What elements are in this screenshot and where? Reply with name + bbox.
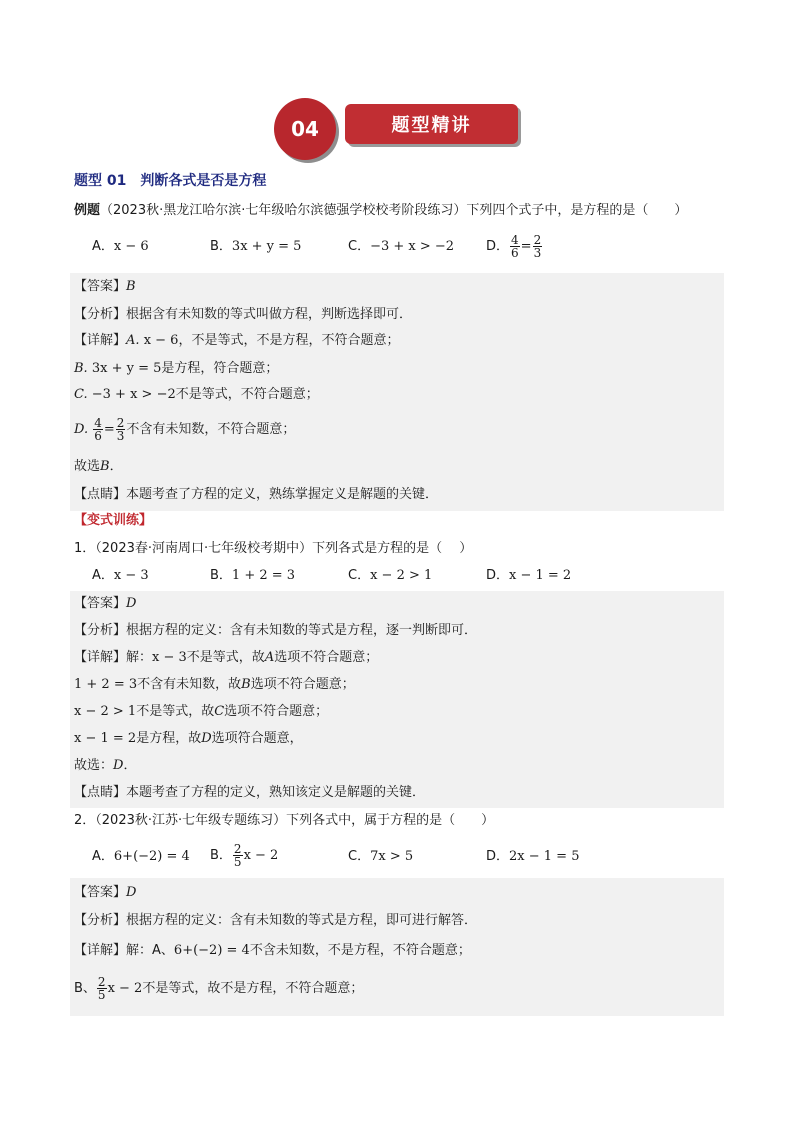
example-detail-b: B. 3x + y = 5是方程，符合题意； bbox=[74, 361, 279, 376]
example-detail-c: C. −3 + x > −2不是等式，不符合题意； bbox=[74, 387, 319, 402]
example-detail-d: D. $\frac{4}{6}$ = $\frac{2}{3}$ 不含有未知数，不符合题意； bbox=[74, 416, 296, 443]
q1-option-c: C．x − 2 > 1 bbox=[348, 568, 433, 583]
q1-option-d: D．x − 1 = 2 bbox=[486, 568, 572, 583]
q2-detail-2: B、 $\frac{2}{5}$ x − 2不是等式，故不是方程，不符合题意； bbox=[74, 975, 364, 1002]
q1-answer: 【答案】D bbox=[74, 596, 137, 611]
example-option-a: A．x − 6 bbox=[92, 239, 149, 254]
example-detail-a: 【详解】A. x − 6，不是等式，不是方程，不符合题意； bbox=[74, 333, 400, 348]
q2-answer: 【答案】D bbox=[74, 885, 137, 900]
question-type-label: 题型 01 bbox=[74, 173, 127, 189]
q2-option-b: B． $\frac{2}{5}$ x − 2 bbox=[210, 842, 279, 869]
example-comment: 【点睛】本题考查了方程的定义，熟练掌握定义是解题的关键． bbox=[74, 487, 439, 502]
q2-option-a: A．6+(−2) = 4 bbox=[92, 849, 190, 864]
section-number-badge bbox=[274, 98, 336, 160]
q1-detail-1: 【详解】解：x − 3不是等式，故A选项不符合题意； bbox=[74, 650, 379, 665]
example-answer: 【答案】B bbox=[74, 279, 136, 294]
q1-detail-2: 1 + 2 = 3不含有未知数，故B选项不符合题意； bbox=[74, 677, 355, 692]
example-conclusion: 故选B． bbox=[74, 459, 123, 474]
section-number: 04 bbox=[291, 117, 319, 141]
q1-option-a: A．x − 3 bbox=[92, 568, 149, 583]
q1-conclusion: 故选：D． bbox=[74, 758, 137, 773]
section-banner-title: 题型精讲 bbox=[391, 115, 472, 136]
example-option-c: C．−3 + x > −2 bbox=[348, 239, 455, 254]
example-source: （2023秋·黑龙江哈尔滨·七年级哈尔滨德强学校校考阶段练习）下列四个式子中，是方程的是（ ） bbox=[100, 203, 688, 218]
q2-option-c: C．7x > 5 bbox=[348, 849, 414, 864]
q2-stem: 2．（2023秋·江苏·七年级专题练习）下列各式中，属于方程的是（ ） bbox=[74, 813, 495, 828]
question-type-heading bbox=[74, 171, 266, 191]
example-option-d: D． $\frac{4}{6}$ = $\frac{2}{3}$ bbox=[486, 233, 542, 260]
example-analysis: 【分析】根据含有未知数的等式叫做方程，判断选择即可． bbox=[74, 307, 413, 322]
q2-analysis: 【分析】根据方程的定义：含有未知数的等式是方程，即可进行解答． bbox=[74, 913, 478, 928]
q1-stem: 1．（2023春·河南周口·七年级校考期中）下列各式是方程的是（ ） bbox=[74, 541, 473, 556]
section-title-banner bbox=[345, 104, 518, 144]
question-type-title: 判断各式是否是方程 bbox=[140, 173, 267, 189]
example-option-b: B．3x + y = 5 bbox=[210, 239, 302, 254]
q1-comment: 【点睛】本题考查了方程的定义，熟知该定义是解题的关键． bbox=[74, 785, 426, 800]
example-stem bbox=[74, 201, 687, 221]
q1-option-b: B．1 + 2 = 3 bbox=[210, 568, 296, 583]
q2-detail-1: 【详解】解：A、6+(−2) = 4不含未知数，不是方程，不符合题意； bbox=[74, 943, 471, 958]
q1-detail-3: x − 2 > 1不是等式，故C选项不符合题意； bbox=[74, 704, 329, 719]
example-prefix: 例题 bbox=[74, 203, 101, 218]
q1-detail-4: x − 1 = 2是方程，故D选项符合题意， bbox=[74, 731, 303, 746]
q1-analysis: 【分析】根据方程的定义：含有未知数的等式是方程，逐一判断即可． bbox=[74, 623, 478, 638]
q2-option-d: D．2x − 1 = 5 bbox=[486, 849, 580, 864]
variant-training-title: 【变式训练】 bbox=[74, 513, 153, 528]
